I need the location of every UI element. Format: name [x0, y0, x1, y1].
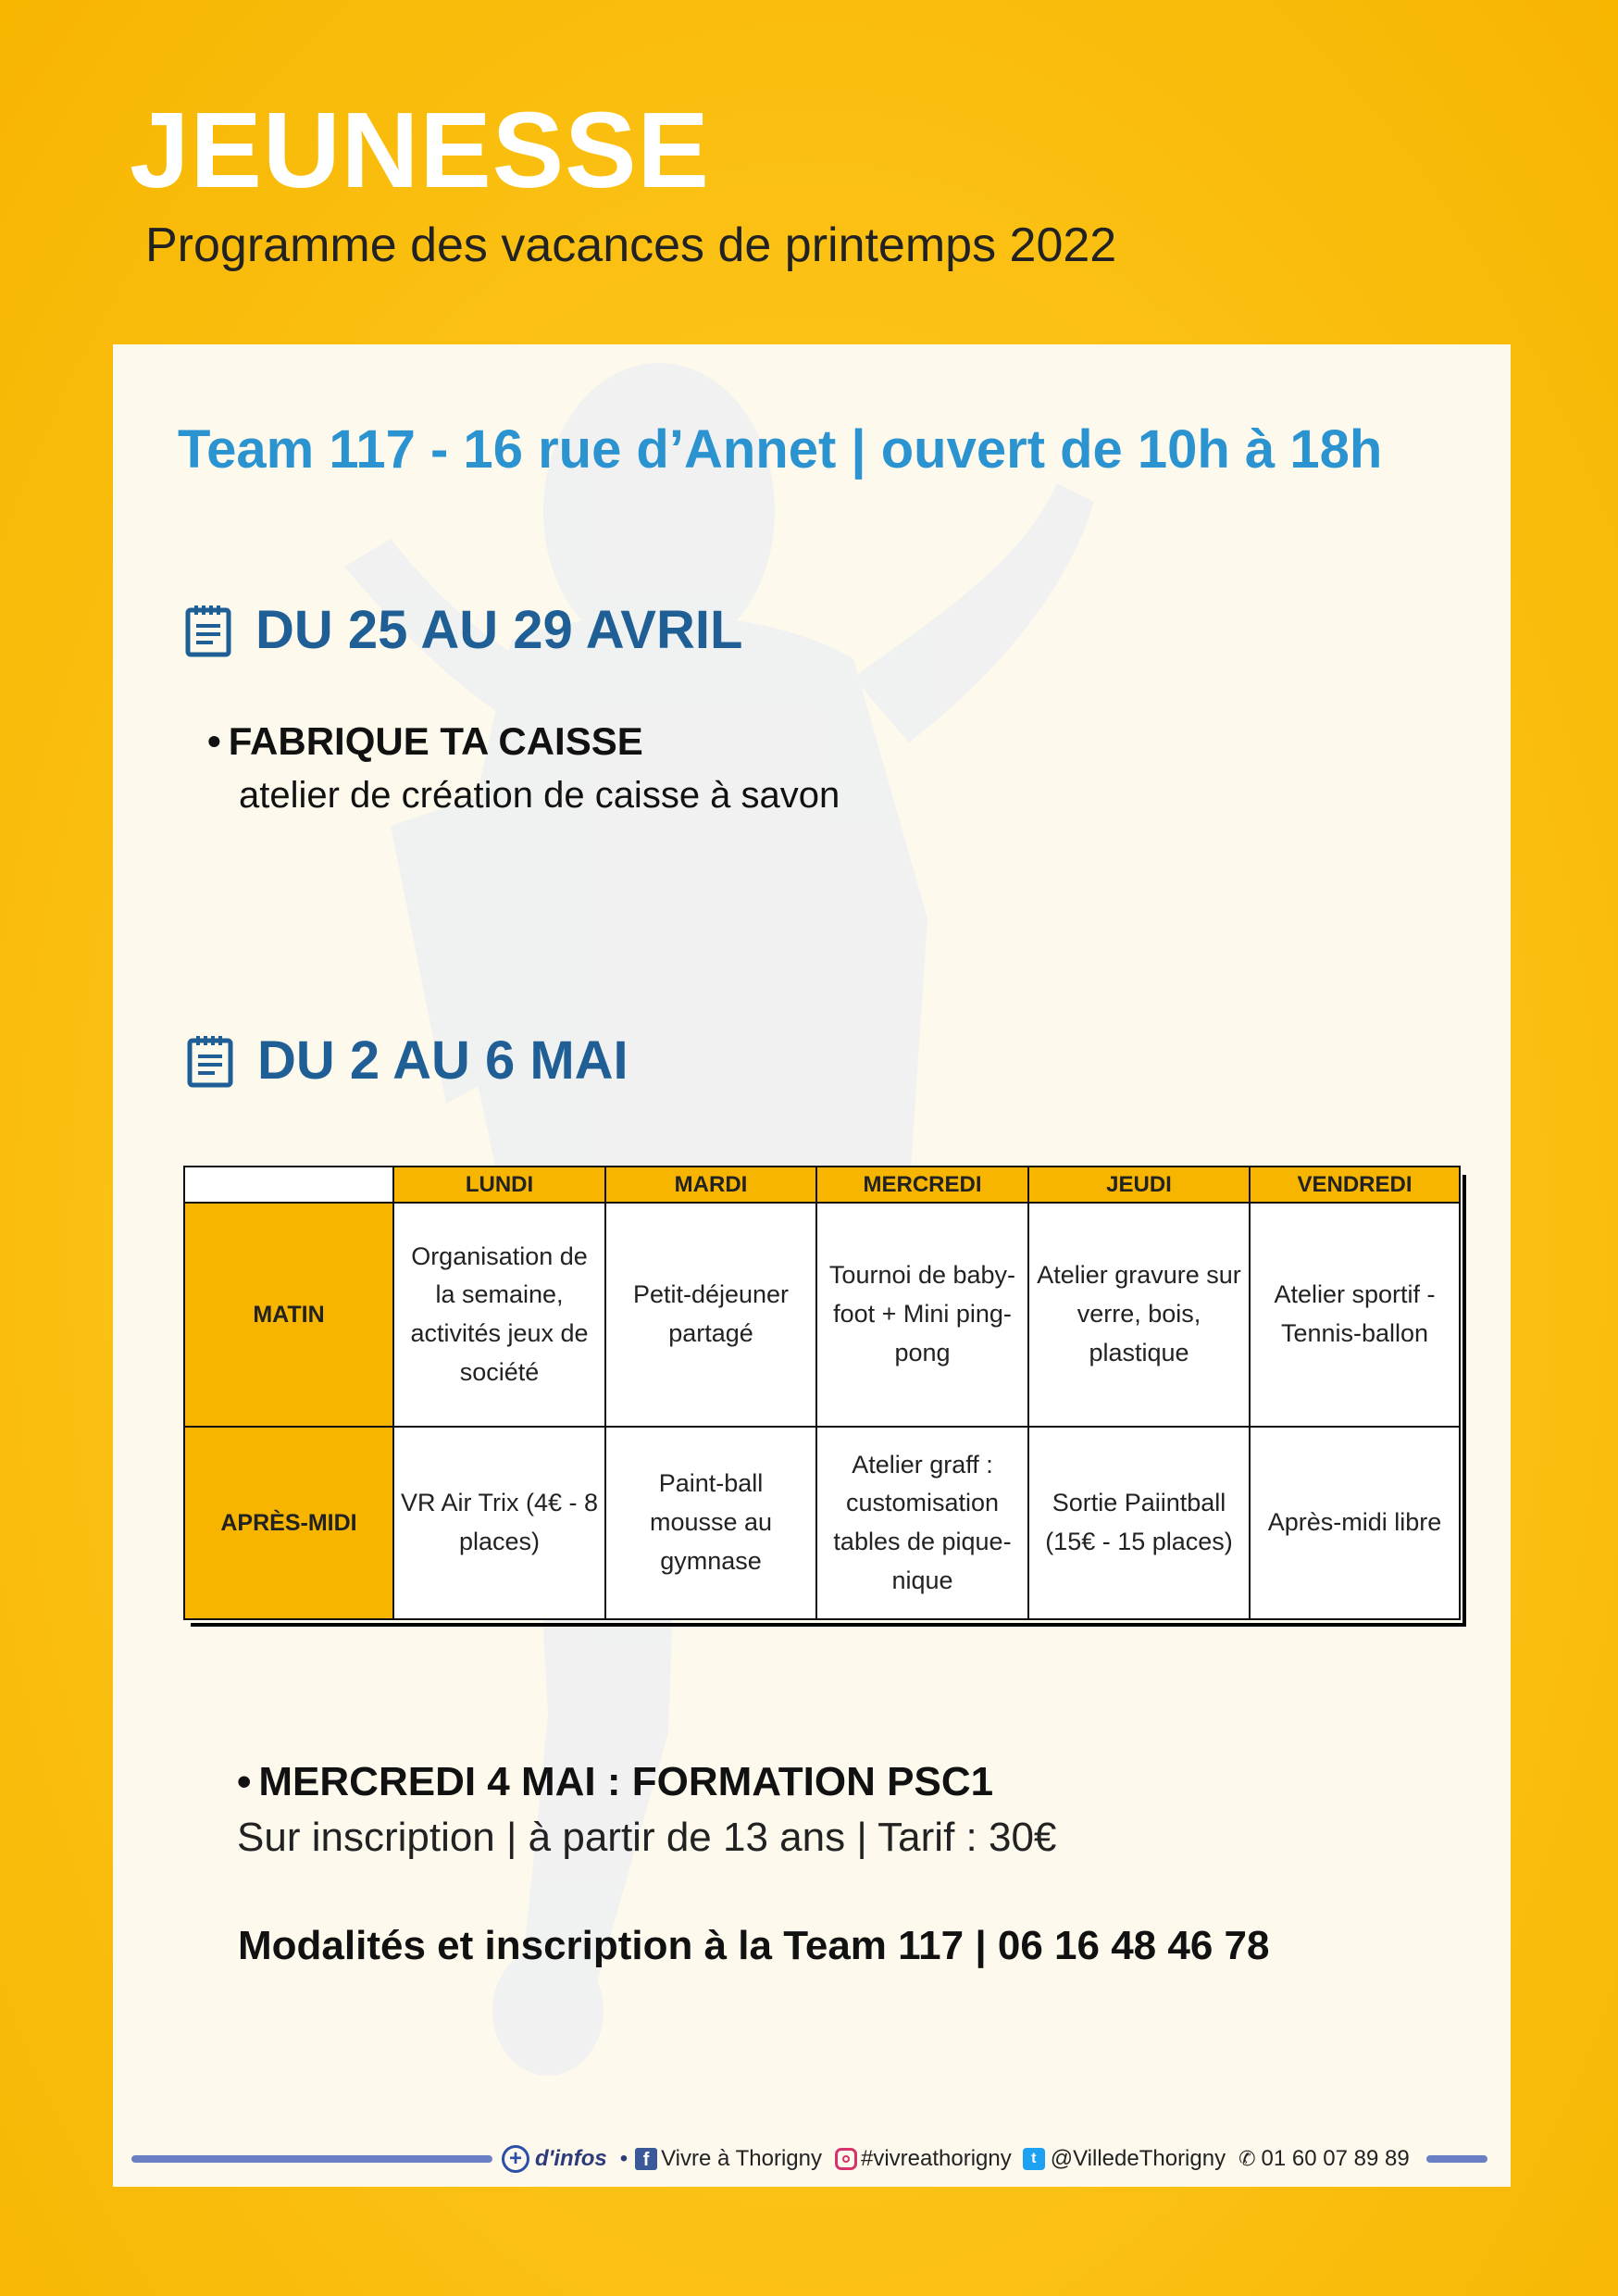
- facebook-icon: f: [635, 2148, 657, 2170]
- table-cell: VR Air Trix (4€ - 8 places): [393, 1427, 605, 1619]
- twitter-icon: t: [1023, 2148, 1045, 2170]
- section-heading-may-text: DU 2 AU 6 MAI: [257, 1030, 629, 1091]
- section-heading-april: [185, 599, 742, 661]
- bullet-dot: •: [237, 1759, 252, 1804]
- table-cell: Sortie Paiintball (15€ - 15 places): [1028, 1427, 1250, 1619]
- activity-title-line: [207, 719, 840, 764]
- footer-line-left: [131, 2155, 492, 2163]
- table-cell: Organisation de la semaine, activités jeux de société: [393, 1203, 605, 1427]
- table-cell: Atelier gravure sur verre, bois, plastique: [1028, 1203, 1250, 1427]
- section-heading-april-text: DU 25 AU 29 AVRIL: [255, 600, 743, 660]
- section-heading-may: [187, 1029, 629, 1092]
- table-corner-cell: [184, 1167, 393, 1203]
- row-header: APRÈS-MIDI: [184, 1427, 393, 1619]
- instagram-label: #vivreathorigny: [860, 2146, 1012, 2171]
- dinfos-group: [502, 2145, 607, 2173]
- column-header: LUNDI: [393, 1167, 605, 1203]
- page-subtitle: Programme des vacances de printemps 2022: [145, 218, 1117, 272]
- column-header: MARDI: [605, 1167, 816, 1203]
- contact-line: Modalités et inscription à la Team 117 | 06 16 48 46 78: [238, 1923, 1270, 1968]
- table-cell: Tournoi de baby-foot + Mini ping-pong: [816, 1203, 1028, 1427]
- bullet-dot: •: [207, 719, 221, 763]
- column-header: VENDREDI: [1250, 1167, 1460, 1203]
- footer-bar: [131, 2140, 1492, 2177]
- phone-icon: ✆: [1238, 2147, 1256, 2170]
- psc1-block: [237, 1759, 1056, 1861]
- instagram-link[interactable]: [828, 2146, 1012, 2172]
- column-header: MERCREDI: [816, 1167, 1028, 1203]
- activity-title: FABRIQUE TA CAISSE: [228, 719, 643, 763]
- column-header: JEUDI: [1028, 1167, 1250, 1203]
- table-cell: Paint-ball mousse au gymnase: [605, 1427, 816, 1619]
- content-panel: [113, 344, 1511, 2187]
- dinfos-label: d'infos: [535, 2146, 607, 2171]
- phone-number: 01 60 07 89 89: [1261, 2146, 1410, 2171]
- twitter-link[interactable]: [1017, 2146, 1226, 2172]
- footer-separator: •: [619, 2146, 629, 2171]
- table-row: [184, 1203, 1460, 1427]
- psc1-details: Sur inscription | à partir de 13 ans | Tarif : 30€: [237, 1815, 1057, 1860]
- table-cell: Après-midi libre: [1250, 1427, 1460, 1619]
- phone-group: [1231, 2146, 1410, 2172]
- calendar-notepad-icon: [187, 1034, 233, 1088]
- venue-info: Team 117 - 16 rue d’Annet | ouvert de 10h à 18h: [178, 419, 1383, 480]
- row-header: MATIN: [184, 1203, 393, 1427]
- table-cell: Petit-déjeuner partagé: [605, 1203, 816, 1427]
- psc1-title-line: [237, 1759, 1056, 1805]
- calendar-notepad-icon: [185, 604, 231, 657]
- activity-description: atelier de création de caisse à savon: [239, 775, 840, 816]
- table-cell: Atelier sportif - Tennis-ballon: [1250, 1203, 1460, 1427]
- instagram-icon: [835, 2148, 857, 2170]
- psc1-title: MERCREDI 4 MAI : FORMATION PSC1: [258, 1759, 994, 1804]
- table-row: [184, 1427, 1460, 1619]
- footer-line-right: [1426, 2155, 1487, 2163]
- facebook-link[interactable]: [635, 2146, 822, 2172]
- schedule-table: [183, 1166, 1461, 1620]
- twitter-label: @VilledeThorigny: [1050, 2146, 1226, 2171]
- page-title: JEUNESSE: [130, 90, 710, 210]
- facebook-label: Vivre à Thorigny: [661, 2146, 822, 2171]
- table-header-row: [184, 1167, 1460, 1203]
- activity-fabrique-ta-caisse: [207, 719, 840, 817]
- table-cell: Atelier graff : customisation tables de pique-nique: [816, 1427, 1028, 1619]
- plus-circle-icon: +: [502, 2145, 529, 2173]
